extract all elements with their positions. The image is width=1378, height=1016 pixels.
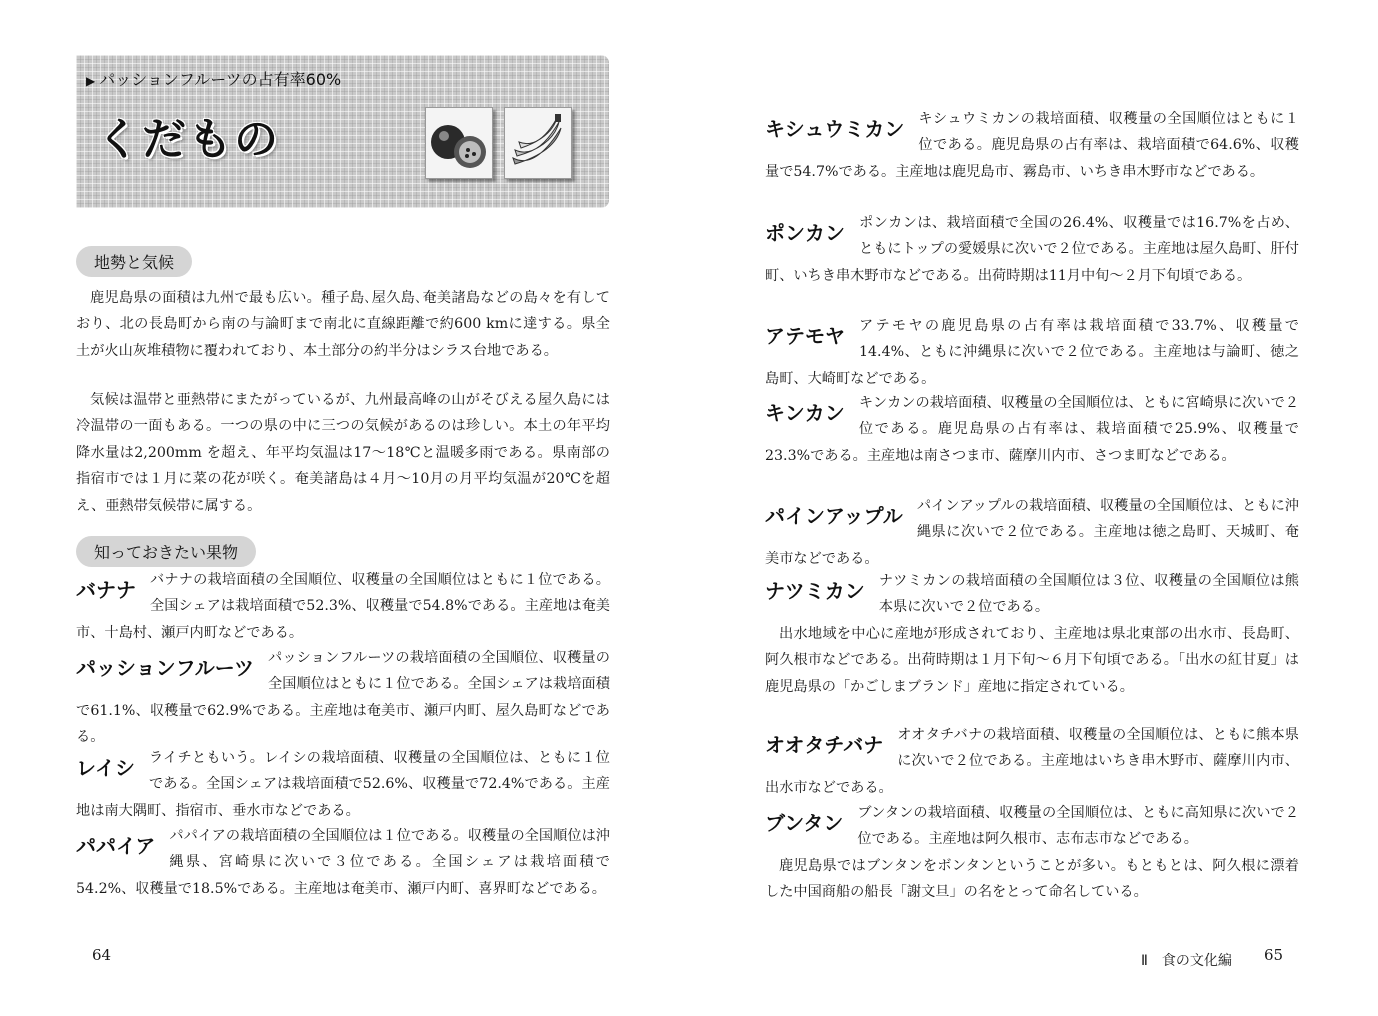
fruit-name: パッションフルーツ [76, 656, 254, 680]
fruit-description: ポンカンは、栽培面積で全国の26.4%、収穫量では16.7%を占め、ともにトップの愛媛県に次いで２位である。主産地は屋久島町、肝付町、いちき串木野市などである。出荷時期は11月中旬～２月下旬頃である。 [765, 215, 1299, 284]
fruit-description: パインアップルの栽培面積、収穫量の全国順位は、ともに沖縄県に次いで２位である。主産地は徳之島町、天城町、奄美市などである。 [765, 498, 1299, 567]
right-page [689, 0, 1378, 1016]
fruit-description: パパイアの栽培面積の全国順位は１位である。収穫量の全国順位は沖縄県、宮崎県に次いで３位である。全国シェアは栽培面積で54.2%、収穫量で18.5%である。主産地は奄美市、瀬戸内町、喜界町などである。 [76, 828, 610, 897]
fruit-entry [765, 390, 1299, 469]
passionfruit-photo [425, 107, 493, 179]
fruit-entry [765, 800, 1299, 906]
fruit-name: キンカン [765, 401, 845, 425]
fruit-entry [765, 493, 1299, 572]
fruit-entry [76, 823, 610, 902]
banana-photo [504, 107, 572, 179]
fruit-name: キシュウミカン [765, 117, 905, 141]
fruit-name: パインアップル [765, 504, 903, 528]
fruit-description: ナツミカンの栽培面積の全国順位は３位、収穫量の全国順位は熊本県に次いで２位である。 [878, 573, 1299, 616]
fruit-description: パッションフルーツの栽培面積の全国順位、収穫量の全国順位はともに１位である。全国シェアは栽培面積で61.1%、収穫量で62.9%である。主産地は奄美市、瀬戸内町、屋久島町などである。 [76, 650, 610, 746]
page-number: 64 [92, 946, 112, 964]
fruit-description: ライチともいう。レイシの栽培面積、収穫量の全国順位は、ともに１位である。全国シェアは栽培面積で52.6%、収穫量で72.4%である。主産地は南大隅町、指宿市、垂水市などである。 [76, 750, 610, 819]
fruit-name: レイシ [76, 756, 135, 780]
fruit-name: ナツミカン [765, 579, 865, 603]
banner-subtitle: ▶ パッションフルーツの占有率60% [86, 70, 342, 89]
fruit-entry [765, 568, 1299, 700]
paragraph-terrain: 鹿児島県の面積は九州で最も広い。種子島､屋久島､奄美諸島などの島々を有しており、北の長島町から南の与論町まで南北に直線距離で約600 kmに達する。県全土が火山灰堆積物に覆われており、本土部分の約半分はシラス台地である。 [76, 290, 610, 359]
footer-section-label: Ⅱ 食の文化編 [1141, 953, 1232, 969]
fruit-entry [765, 313, 1299, 392]
fruit-entry [765, 210, 1299, 289]
fruit-description: キシュウミカンの栽培面積、収穫量の全国順位はともに１位である。鹿児島県の占有率は、栽培面積で64.6%、収穫量で54.7%である。主産地は鹿児島市、霧島市、いちき串木野市などである。 [765, 111, 1299, 180]
fruit-entry [765, 106, 1299, 185]
fruit-name: バナナ [76, 578, 136, 602]
paragraph-climate: 気候は温帯と亜熱帯にまたがっているが、九州最高峰の山がそびえる屋久島には冷温帯の一面もある。一つの県の中に三つの気候があるのは珍しい。本土の年平均降水量は2,200mm を超え、年平均気温は17～18℃と温暖多雨である。県南部の指宿市では１月に菜の花が咲く。奄美諸島は４月～10月の月平均気温が20℃を超え、亜熱帯気候帯に属する。 [76, 392, 610, 514]
fruit-note: 出水地域を中心に産地が形成されており、主産地は県北東部の出水市、長島町、阿久根市などである。出荷時期は１月下旬～６月下旬頃である。「出水の紅甘夏」は鹿児島県の「かごしまブランド」産地に指定されている。 [765, 625, 1299, 695]
fruit-name: ポンカン [765, 221, 845, 245]
fruit-name: オオタチバナ [765, 733, 884, 757]
fruit-name: ブンタン [765, 811, 844, 835]
header-banner [76, 55, 609, 208]
fruit-description: オオタチバナの栽培面積、収穫量の全国順位は、ともに熊本県に次いで２位である。主産地はいちき串木野市、薩摩川内市、出水市などである。 [765, 727, 1299, 796]
fruit-description: バナナの栽培面積の全国順位、収穫量の全国順位はともに１位である。全国シェアは栽培面積で52.3%、収穫量で54.8%である。主産地は奄美市、十島村、瀬戸内町などである。 [76, 572, 610, 641]
fruit-description: キンカンの栽培面積、収穫量の全国順位は、ともに宮崎県に次いで２位である。鹿児島県の占有率は、栽培面積で25.9%、収穫量で23.3%である。主産地は南さつま市、薩摩川内市、さつま町などである。 [765, 395, 1299, 464]
fruit-note: 鹿児島県ではブンタンをボンタンということが多い。もともとは、阿久根に漂着した中国商船の船長「謝文旦」の名をとって命名している。 [765, 857, 1299, 901]
fruit-description: ブンタンの栽培面積、収穫量の全国順位は、ともに高知県に次いで２位である。主産地は阿久根市、志布志市などである。 [857, 805, 1299, 848]
fruit-name: パパイア [76, 834, 156, 858]
fruit-description: アテモヤの鹿児島県の占有率は栽培面積で33.7%、収穫量で14.4%、ともに沖縄県に次いで２位である。主産地は与論町、徳之島町、大崎町などである。 [765, 318, 1299, 387]
fruit-entry [76, 567, 610, 646]
section-heading-terrain: 地勢と気候 [76, 246, 192, 277]
section-heading-fruits: 知っておきたい果物 [76, 536, 256, 567]
page-number: 65 [1264, 946, 1284, 964]
fruit-name: アテモヤ [765, 324, 845, 348]
fruit-entry [765, 722, 1299, 801]
fruit-entry [76, 645, 610, 751]
triangle-icon: ▶ [86, 74, 96, 88]
page-title: くだもの [96, 114, 280, 165]
fruit-entry [76, 745, 610, 824]
